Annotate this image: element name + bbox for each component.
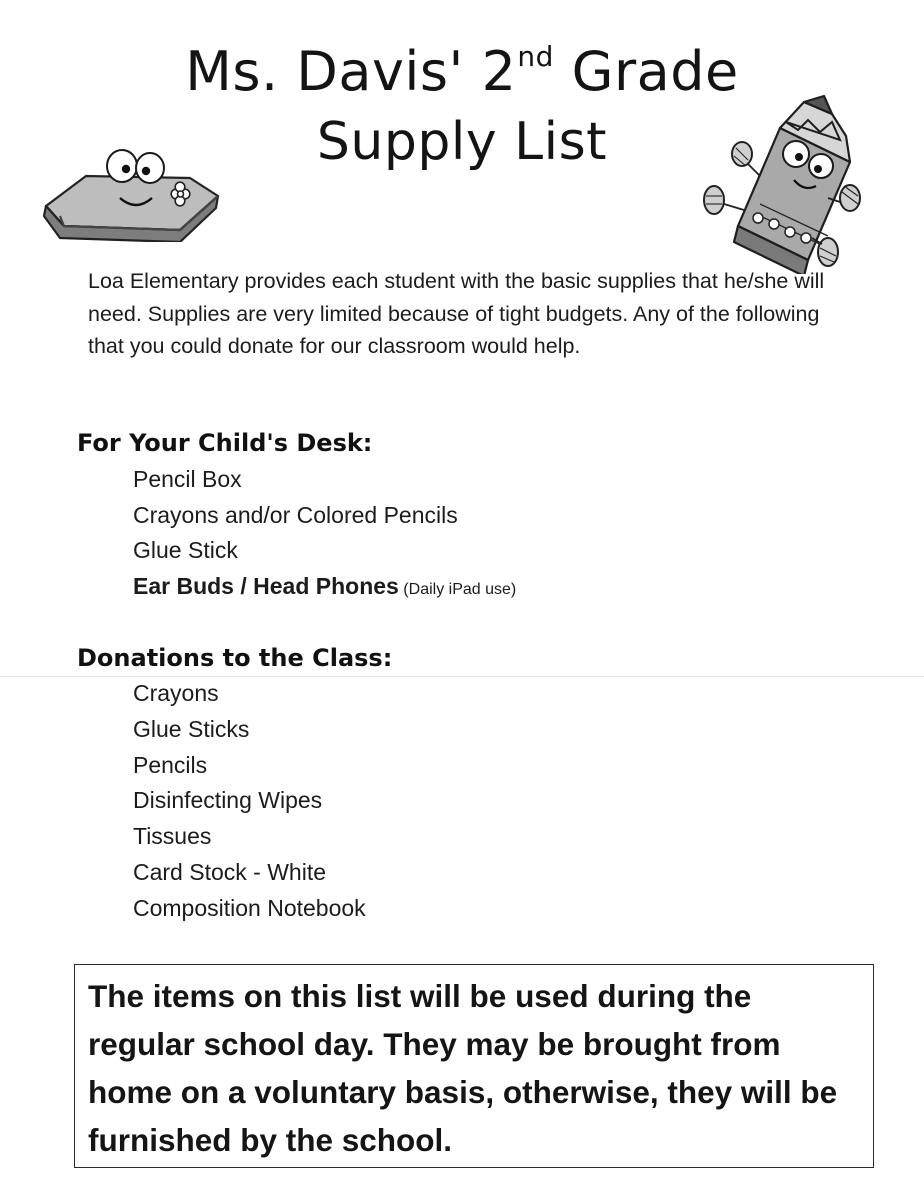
class-section-heading: Donations to the Class: bbox=[77, 644, 393, 672]
page-subtitle: Supply List bbox=[316, 112, 608, 172]
note-text: The items on this list will be used during the regular school day. They may be brought from home on a voluntary basis, otherwise, they will be furnished by the school. bbox=[88, 978, 838, 1158]
list-item: Tissues bbox=[133, 823, 212, 850]
list-item bbox=[133, 569, 516, 605]
title-ordinal-suffix: nd bbox=[517, 40, 554, 73]
pencil-character-icon bbox=[700, 92, 868, 274]
list-item: Crayons bbox=[133, 680, 219, 706]
earbuds-note: (Daily iPad use) bbox=[398, 580, 517, 598]
eraser-character-icon bbox=[40, 146, 222, 242]
list-item: Crayons and/or Colored Pencils bbox=[133, 501, 458, 528]
page-title: Ms. Davis' 2nd Grade bbox=[185, 40, 739, 103]
list-item: Glue Sticks bbox=[133, 715, 250, 742]
earbuds-item: Ear Buds / Head Phones bbox=[133, 572, 399, 599]
desk-section-heading: For Your Child's Desk: bbox=[77, 429, 373, 457]
list-item: Pencils bbox=[133, 751, 208, 778]
list-item: Card Stock - White bbox=[133, 858, 326, 885]
list-item: Disinfecting Wipes bbox=[133, 787, 323, 814]
class-donation-list bbox=[133, 676, 366, 927]
intro-paragraph: Loa Elementary provides each student with the basic supplies that he/she will need. Supplies are very limited because of tight budgets. Any of the following that you could donate for our classroom would help. bbox=[88, 269, 825, 358]
list-item: Composition Notebook bbox=[133, 894, 366, 921]
list-item: Glue Stick bbox=[133, 537, 238, 563]
desk-supply-list bbox=[133, 462, 516, 604]
list-item: Pencil Box bbox=[133, 466, 242, 492]
